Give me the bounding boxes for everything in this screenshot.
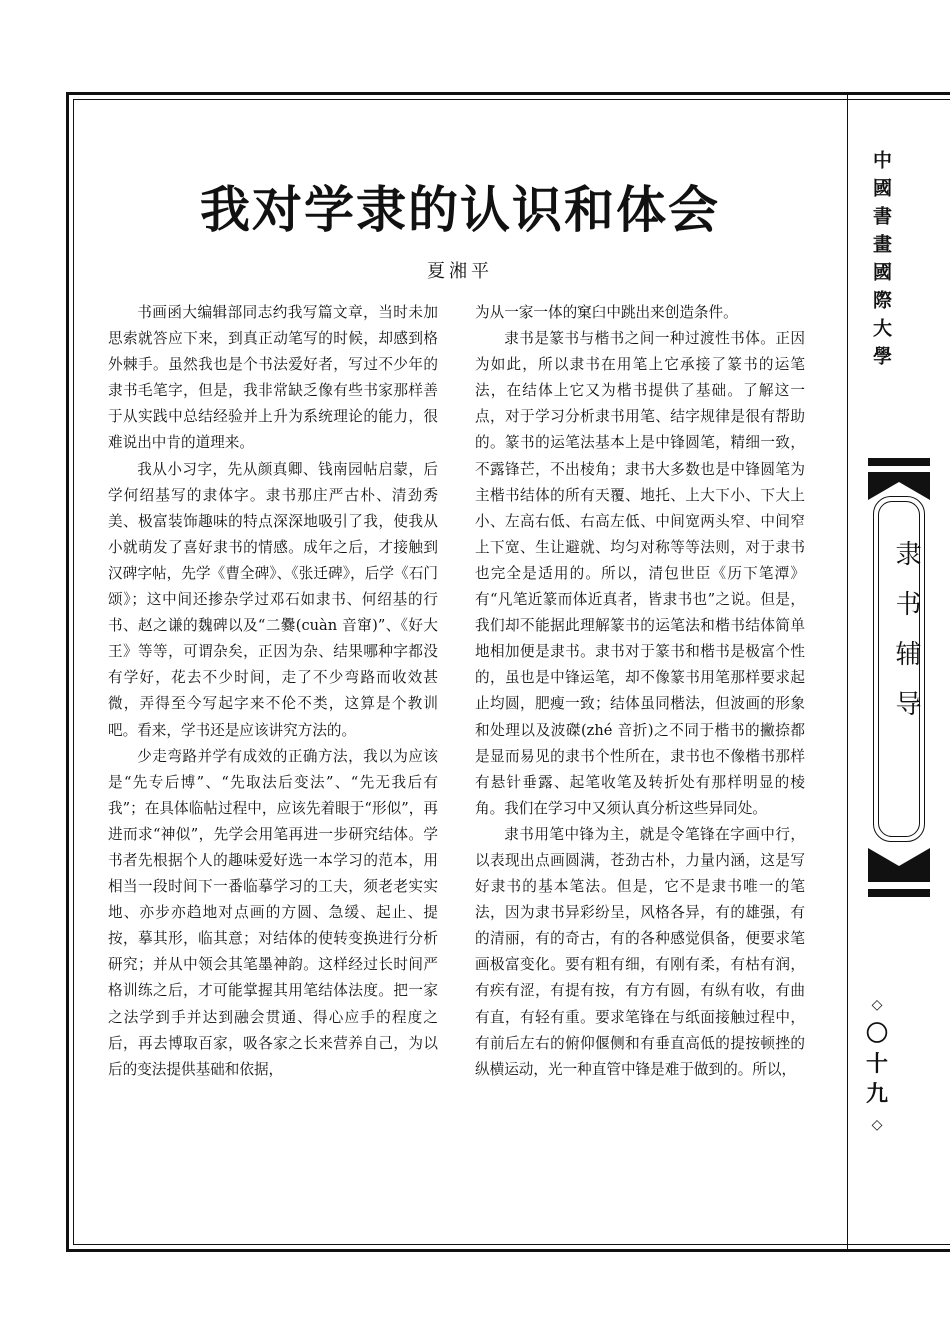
diamond-icon: ◇	[871, 997, 883, 1013]
right-column	[475, 300, 805, 1130]
section-label: 隶书辅导	[891, 540, 921, 740]
page-number-digit: 十	[865, 1052, 888, 1077]
page-number	[862, 990, 892, 1140]
left-column	[108, 300, 438, 1130]
paragraph: 书画函大编辑部同志约我写篇文章，当时未加思索就答应下来，到真正动笔写的时候，却感到格外棘手。虽然我也是个书法爱好者，写过不少年的隶书毛笔字，但是，我非常缺乏像有些书家那样善于从实践中总结经验并上升为系统理论的能力，很难说出中肯的道理来。	[108, 304, 438, 452]
paragraph: 少走弯路并学有成效的正确方法，我以为应该是“先专后博”、“先取法后变法”、“先无我后有我”；在具体临帖过程中，应该先着眼于“形似”，再进而求“神似”，先学会用笔再进一步研究结体。学书者先根据个人的趣味爱好选一本学习的范本，用相当一段时间下一番临摹学习的工夫，须老老实实地、亦步亦趋地对点画的方圆、急缓、起止、提按，摹其形，临其意；对结体的使转变换进行分析研究；并从中领会其笔墨神韵。这样经过长时间严格训练之后，才可能掌握其用笔结体法度。把一家之法学到手并达到融会贯通、得心应手的程度之后，再去博取百家，吸各家之长来营养自己，为以后的变法提供基础和依据，	[108, 747, 438, 1078]
sidebar-divider	[847, 92, 848, 1252]
magazine-title: 中國書畫國際大學	[870, 150, 892, 374]
page-number-digit: 〇	[865, 1022, 888, 1047]
article-title: 我对学隶的认识和体会	[200, 181, 720, 239]
paragraph-continued: 为从一家一体的窠臼中跳出来创造条件。	[475, 304, 738, 321]
page-number-digit: 九	[865, 1082, 888, 1107]
paragraph: 隶书是篆书与楷书之间一种过渡性书体。正因为如此，所以隶书在用笔上它承接了篆书的运笔法，在结体上它又为楷书提供了基础。了解这一点，对于学习分析隶书用笔、结字规律是很有帮助的。篆书的运笔法基本上是中锋圆笔，精细一致，不露锋芒，不出棱角；隶书大多数也是中锋圆笔为主楷书结体的所有天覆、地托、上大下小、下大上小、左高右低、右高左低、中间宽两头窄、中间窄上下宽、生让避就、均匀对称等等法则，对于隶书也完全是适用的。所以，清包世臣《历下笔潭》有“凡笔近篆而体近真者，皆隶书也”之说。但是，我们却不能据此理解篆书的运笔法和楷书结体简单地相加便是隶书。隶书对于篆书和楷书是极富个性的，虽也是中锋运笔，却不像篆书用笔那样要求起止均圆，肥瘦一致；结体虽同楷法，但波画的形象和处理以及波磔(zhé 音折)之不同于楷书的撇捺都是显而易见的隶书个性所在，隶书也不像楷书那样有悬针垂露、起笔收笔及转折处有那样明显的棱角。我们在学习中又须认真分析这些异同处。	[475, 330, 805, 817]
article-author: 夏湘平	[427, 261, 493, 282]
paragraph: 隶书用笔中锋为主，就是令笔锋在字画中行，以表现出点画圆满，苍劲古朴，力量内涵，这是写好隶书的基本笔法。但是，它不是隶书唯一的笔法，因为隶书异彩纷呈，风格各异，有的雄强，有的清丽，有的奇古，有的各种感觉俱备，便要求笔画极富变化。要有粗有细，有刚有柔，有枯有润，有疾有涩，有提有按，有方有圆，有纵有收，有曲有直，有轻有重。要求笔锋在与纸面接触过程中，有前后左右的俯仰偃侧和有垂直高低的提按顿挫的纵横运动，光一种直管中锋是难于做到的。所以，	[475, 825, 805, 1078]
paragraph: 我从小习字，先从颜真卿、钱南园帖启蒙，后学何绍基写的隶体字。隶书那庄严古朴、清劲秀美、极富装饰趣味的特点深深地吸引了我，使我从小就萌发了喜好隶书的情感。成年之后，才接触到汉碑字帖，先学《曹全碑》、《张迁碑》，后学《石门颂》；这中间还掺杂学过邓石如隶书、何绍基的行书、赵之谦的魏碑以及“二爨(cuàn 音窜)”、《好大王》等等，可谓杂矣，正因为杂、结果哪种字都没有学好，花去不少时间，走了不少弯路而收效甚微，弄得至今写起字来不伦不类，这算是个教训吧。看来，学书还是应该讲究方法的。	[108, 460, 438, 739]
banner-top-rule	[868, 458, 930, 466]
banner-bottom-rule	[868, 889, 930, 897]
diamond-icon: ◇	[871, 1117, 883, 1133]
banner-bottom-ornament	[868, 848, 930, 876]
banner-bottom-rule	[868, 874, 930, 882]
